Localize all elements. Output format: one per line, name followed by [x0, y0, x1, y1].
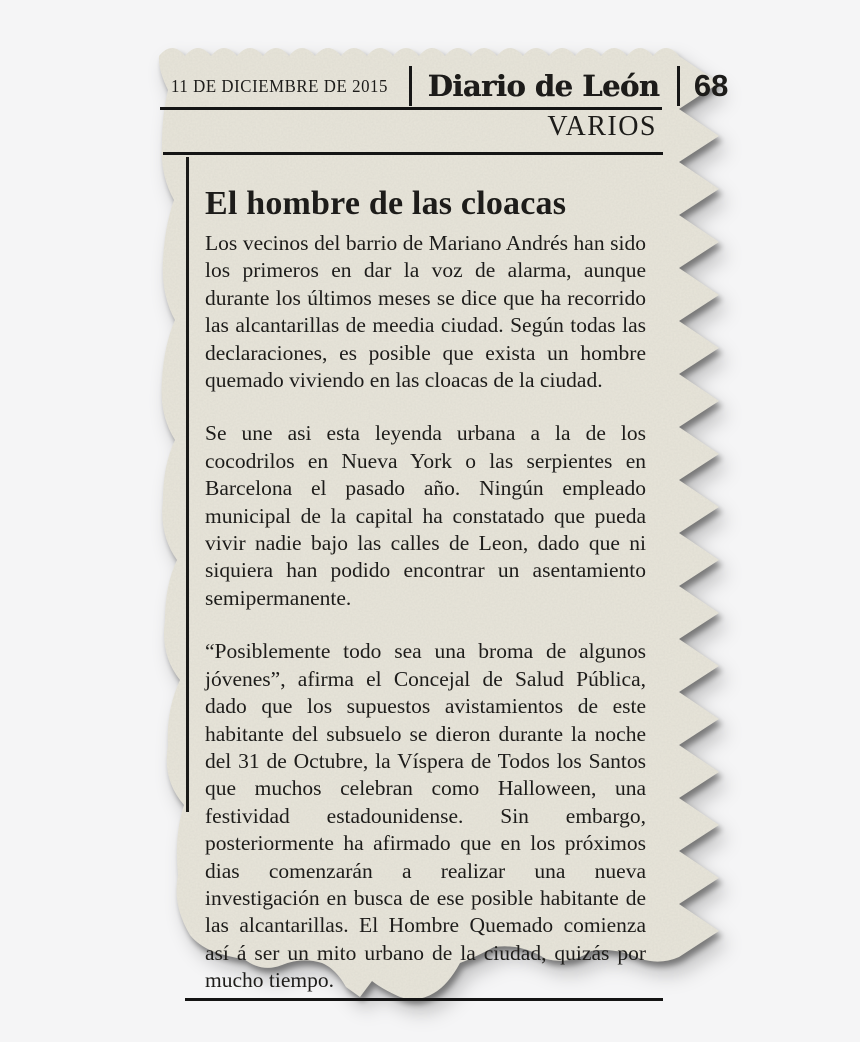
article-headline: El hombre de las cloacas	[205, 185, 567, 222]
newspaper-header-row	[171, 64, 728, 108]
issue-date: 11 DE DICIEMBRE DE 2015	[171, 75, 389, 96]
column-rule	[186, 157, 189, 812]
header-divider-right	[677, 66, 680, 106]
header-divider-left	[409, 66, 412, 106]
header-rule-top	[160, 107, 662, 110]
article-paragraph: “Posiblemente todo sea una broma de algunos jóvenes”, afirma el Concejal de Salud Pública, dado que los supuestos avistamientos de este habitante del subsuelo se dieron durante la noche del 31 de Octubre, la Víspera de Todos los Santos que muchos celebran como Halloween, una festividad estadounidense. Sin embargo, posteriormente ha afirmado que en los próximos dias comenzarán a realizar una nueva investigación en busca de ese posible habitante de las alcantarillas. El Hombre Quemado comienza así á ser un mito urbano de la ciudad, quizás por mucho tiempo.	[205, 639, 646, 993]
newspaper-masthead: Diario de León	[427, 69, 660, 103]
section-label: VARIOS	[547, 111, 657, 142]
page-number: 68	[693, 68, 729, 103]
article-end-rule	[185, 998, 663, 1001]
header-rule-bottom	[163, 152, 663, 155]
article	[205, 168, 646, 1001]
article-paragraph: Los vecinos del barrio de Mariano Andrés han sido los primeros en dar la voz de alarma, aunque durante los últimos meses se dice que ha recorrido las alcantarillas de meedia ciudad. Según todas las declaraciones, es posible que exista un hombre quemado viviendo en las cloacas de la ciudad.	[205, 231, 646, 393]
article-paragraph: Se une asi esta leyenda urbana a la de los cocodrilos en Nueva York o las serpientes en Barcelona el pasado año. Ningún empleado municipal de la capital ha constatado que pueda vivir nadie bajo las calles de Leon, dado que ni siquiera han podido encontrar un asentamiento semipermanente.	[205, 421, 646, 610]
